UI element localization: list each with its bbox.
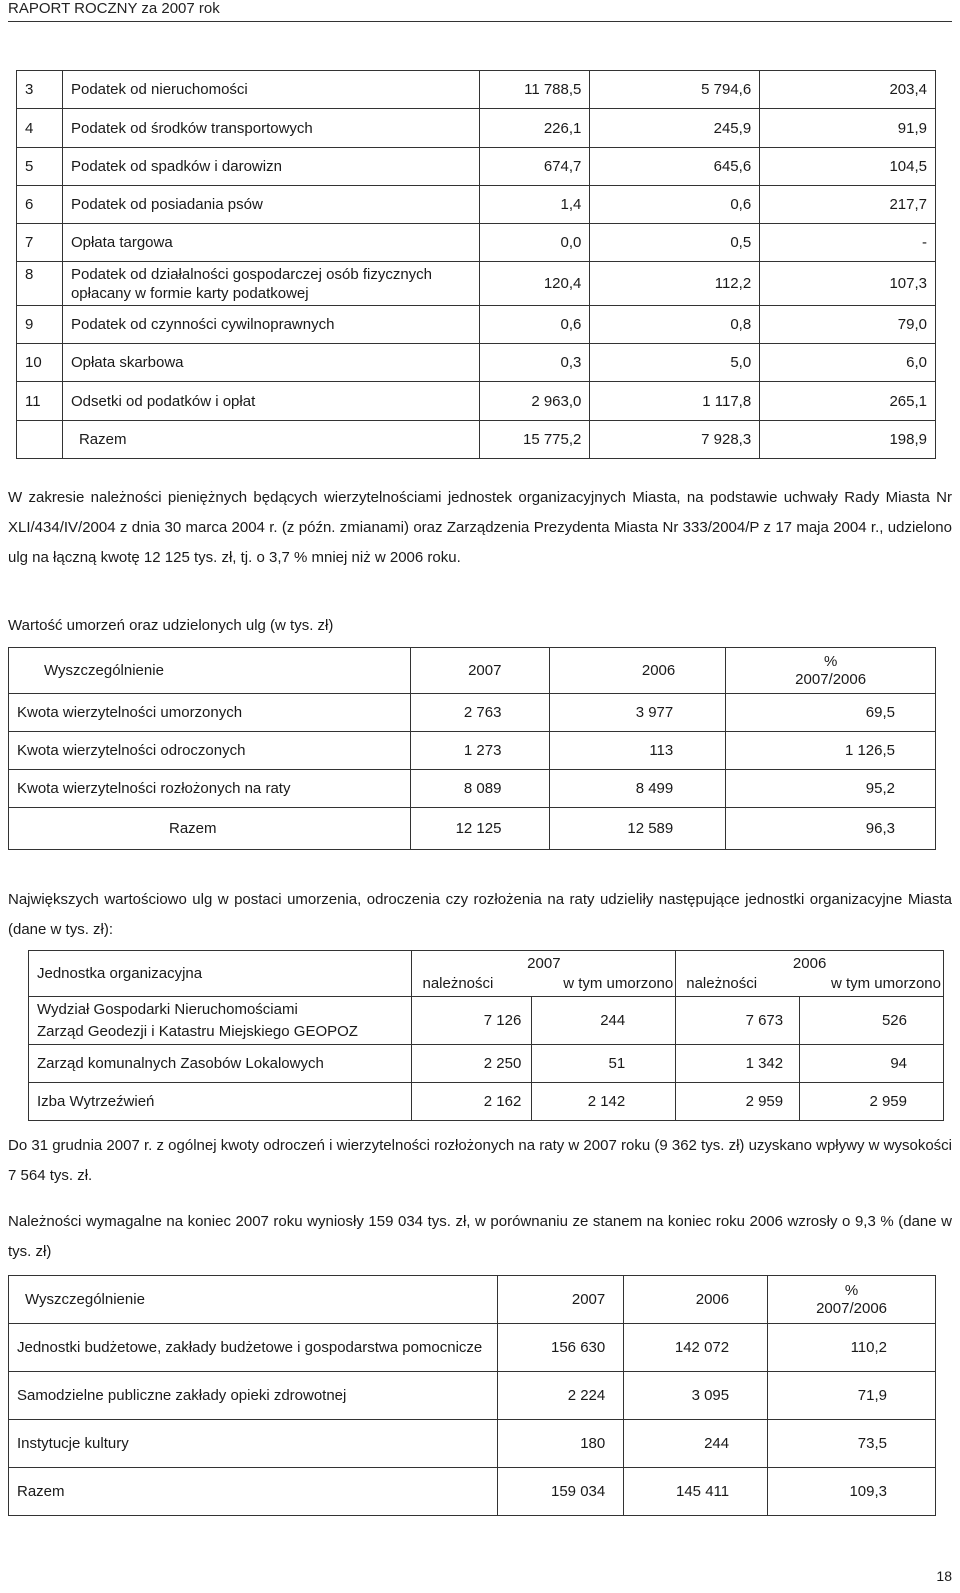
table-row: 9 Podatek od czynności cywilnoprawnych 0,6 0,8 79,0: [17, 306, 936, 344]
table-row: Zarząd komunalnych Zasobów Lokalowych 2 250 51 1 342 94: [29, 1045, 944, 1083]
table-row: 11 Odsetki od podatków i opłat 2 963,0 1 117,8 265,1: [17, 382, 936, 421]
table-row: Jednostki budżetowe, zakłady budżetowe i gospodarstwa pomocnicze 156 630 142 072 110,2: [9, 1324, 936, 1372]
table-header-row: Jednostka organizacyjna 2007 należności w tym umorzono 2006 należności w tym umorzono: [29, 951, 944, 997]
table-header-row: Wyszczególnienie 2007 2006 % 2007/2006: [9, 1276, 936, 1324]
paragraph-deferrals: Do 31 grudnia 2007 r. z ogólnej kwoty odroczeń i wierzytelności rozłożonych na raty w 2007 roku (9 362 tys. zł) uzyskano wpływy w wysokości 7 564 tys. zł.: [8, 1137, 952, 1184]
table-row: 8 Podatek od działalności gospodarczej osób fizycznych opłacany w formie karty podatkowej 120,4 112,2 107,3: [17, 262, 936, 306]
table-row: Kwota wierzytelności umorzonych 2 763 3 977 69,5: [9, 694, 936, 732]
page-number: 18: [936, 1568, 952, 1584]
paragraph-units: Największych wartościowo ulg w postaci umorzenia, odroczenia czy rozłożenia na raty udzieliły następujące jednostki organizacyjne Miasta (dane w tys. zł):: [8, 891, 952, 938]
table-row: 5 Podatek od spadków i darowizn 674,7 645,6 104,5: [17, 148, 936, 186]
table-header-row: Wyszczególnienie 2007 2006 % 2007/2006: [9, 648, 936, 694]
table-row: Kwota wierzytelności rozłożonych na raty 8 089 8 499 95,2: [9, 770, 936, 808]
table-row: 4 Podatek od środków transportowych 226,1 245,9 91,9: [17, 109, 936, 148]
table2-caption: Wartość umorzeń oraz udzielonych ulg (w tys. zł): [8, 617, 334, 634]
table-row-total: Razem 159 034 145 411 109,3: [9, 1468, 936, 1516]
tax-table: [16, 70, 936, 459]
page-header: [8, 0, 952, 22]
relief-value-table: [8, 647, 936, 850]
table-row: Izba Wytrzeźwień 2 162 2 142 2 959 2 959: [29, 1083, 944, 1121]
table-row: Kwota wierzytelności odroczonych 1 273 113 1 126,5: [9, 732, 936, 770]
table-row: Samodzielne publiczne zakłady opieki zdrowotnej 2 224 3 095 71,9: [9, 1372, 936, 1420]
receivables-table: [8, 1275, 936, 1516]
table-row: 3 Podatek od nieruchomości 11 788,5 5 794,6 203,4: [17, 71, 936, 109]
table-row-total: Razem 12 125 12 589 96,3: [9, 808, 936, 850]
table-row: 7 Opłata targowa 0,0 0,5 -: [17, 224, 936, 262]
table-row-total: Razem 15 775,2 7 928,3 198,9: [17, 421, 936, 459]
table-row: 6 Podatek od posiadania psów 1,4 0,6 217,7: [17, 186, 936, 224]
units-relief-table: [28, 950, 944, 1121]
report-title: RAPORT ROCZNY za 2007 rok: [8, 0, 220, 17]
table-row: 10 Opłata skarbowa 0,3 5,0 6,0: [17, 344, 936, 382]
table-row: Wydział Gospodarki Nieruchomościami Zarząd Geodezji i Katastru Miejskiego GEOPOZ 7 126 244 7 673 526: [29, 997, 944, 1045]
paragraph-ulgi: W zakresie należności pieniężnych będących wierzytelnościami jednostek organizacyjnych Miasta, na podstawie uchwały Rady Miasta Nr XLI/434/IV/2004 z dnia 30 marca 2004 r. (z późn. zmianami) oraz Zarządzenia Prezydenta Miasta Nr 333/2004/P z 17 maja 2004 r., udzielono ulg na łączną kwotę 12 125 tys. zł, tj. o 3,7 % mniej niż w 2006 roku.: [8, 489, 952, 566]
paragraph-receivables: Należności wymagalne na koniec 2007 roku wyniosły 159 034 tys. zł, w porównaniu ze stanem na koniec roku 2006 wzrosły o 9,3 % (dane w tys. zł): [8, 1213, 952, 1260]
table-row: Instytucje kultury 180 244 73,5: [9, 1420, 936, 1468]
